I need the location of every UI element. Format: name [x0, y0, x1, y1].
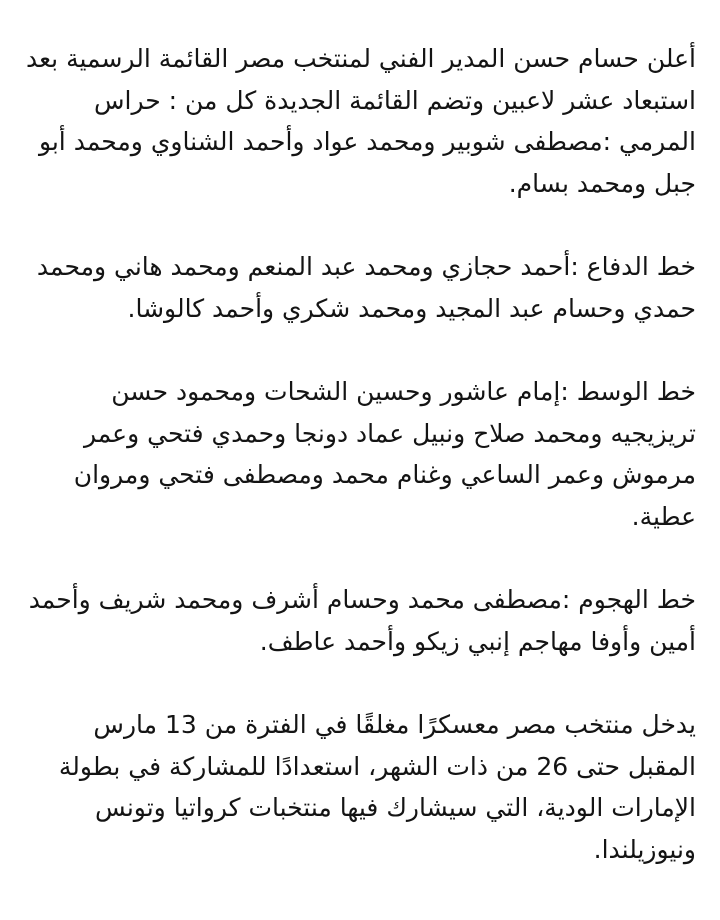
intro-goalkeepers-paragraph: أعلن حسام حسن المدير الفني لمنتخب مصر القائمة الرسمية بعد استبعاد عشر لاعبين وتضم القائمة الجديدة كل من : حراس المرمي :مصطفى شوبير ومحمد عواد وأحمد الشناوي ومحمد أبو جبل ومحمد بسام. — [25, 44, 696, 198]
camp-schedule-paragraph: يدخل منتخب مصر معسكرًا مغلقًا في الفترة من 13 مارس المقبل حتى 26 من ذات الشهر، استعدادًا للمشاركة في بطولة الإمارات الودية، التي سيشارك فيها منتخبات كرواتيا وتونس ونيوزيلندا. — [58, 710, 696, 864]
midfield-paragraph: خط الوسط :إمام عاشور وحسين الشحات ومحمود حسن تريزيجيه ومحمد صلاح ونبيل عماد دونجا وحمدي فتحي وعمر مرموش وعمر الساعي وغنام محمد ومصطفى فتحي ومروان عطية. — [73, 377, 696, 531]
attack-paragraph: خط الهجوم :مصطفى محمد وحسام أشرف ومحمد شريف وأحمد أمين وأوفا مهاجم إنبي زيكو وأحمد عاطف. — [28, 585, 696, 656]
defense-paragraph: خط الدفاع :أحمد حجازي ومحمد عبد المنعم ومحمد هاني ومحمد حمدي وحسام عبد المجيد ومحمد شكري وأحمد كالوشا. — [36, 252, 696, 323]
article-body — [22, 38, 696, 912]
